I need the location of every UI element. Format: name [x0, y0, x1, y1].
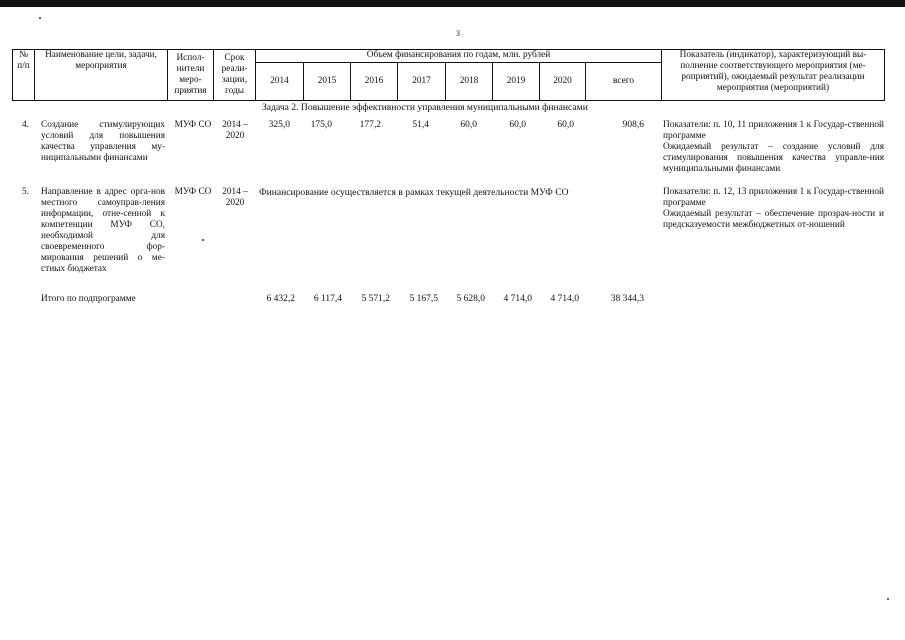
table-header: [12, 49, 885, 101]
row-name: Направление в адрес орга-нов местного самоуправ-ления информации, отне-сенной к компетенции МУФ СО, необходимой для своевременного фор-мирования решений о ме-стных бюджетах: [41, 187, 165, 274]
row-number: 4.: [22, 120, 29, 130]
row-indicator: Показатели: п. 12, 13 приложения 1 к Государ-ственной программе: [663, 187, 884, 208]
scan-speck: [39, 17, 41, 19]
header-year: 2018: [459, 76, 479, 86]
header-indicator: Показатель (индикатор), характеризующий вы-полнение соответствующего мероприятия (ме-роприятий), ожидаемый результат реализации мероприятия (мероприятий): [679, 50, 867, 93]
row-value: 325,0: [268, 120, 290, 130]
header-financing: Объем финансирования по годам, млн. рублей: [366, 50, 551, 60]
header-year: 2019: [506, 76, 526, 86]
row-financing-note: Финансирование осуществляется в рамках текущей деятельности МУФ СО: [259, 187, 569, 198]
task-title: Задача 2. Повышение эффективности управления муниципальными финансами: [262, 102, 588, 113]
total-sum: 38 344,3: [610, 294, 644, 304]
row-result: Ожидаемый результат – обеспечение прозрач-ности и предсказуемости межбюджетных от-ношений: [663, 209, 884, 230]
header-year: 2015: [317, 76, 337, 86]
header-num: № п/п: [17, 50, 30, 71]
row-value: 60,0: [460, 120, 477, 130]
header-total: всего: [613, 76, 634, 86]
total-value: 4 714,0: [550, 294, 579, 304]
row-value: 177,2: [359, 120, 381, 130]
header-term: Срок реали-зации, годы: [221, 52, 248, 96]
row-executor: МУФ СО: [174, 187, 212, 197]
header-executors: Испол-нители меро-приятия: [174, 52, 207, 96]
header-name: Наименование цели, задачи, мероприятия: [45, 50, 157, 71]
row-executor: МУФ СО: [174, 120, 212, 130]
row-value: 175,0: [310, 120, 332, 130]
row-value: 51,4: [412, 120, 429, 130]
row-term: 2014 – 2020: [222, 120, 248, 141]
row-result: Ожидаемый результат – создание условий для стимулирования повышения качества управле-ния муниципальными финансами: [663, 142, 884, 174]
header-year: 2014: [270, 76, 289, 86]
scan-top-border: [0, 0, 905, 7]
total-label: Итого по подпрограмме: [41, 294, 136, 304]
row-name: Создание стимулирующих условий для повышения качества управления му-ниципальными финансами: [41, 120, 165, 163]
total-value: 5 167,5: [409, 294, 438, 304]
header-year: 2016: [364, 76, 384, 86]
header-year: 2020: [553, 76, 572, 86]
row-total: 908,6: [622, 120, 644, 130]
row-term: 2014 – 2020: [222, 187, 248, 208]
header-year: 2017: [412, 76, 431, 86]
row-indicator: Показатели: п. 10, 11 приложения 1 к Государ-ственной программе: [663, 120, 884, 141]
total-value: 4 714,0: [503, 294, 532, 304]
row-value: 60,0: [557, 120, 574, 130]
row-number: 5.: [22, 187, 29, 197]
total-value: 5 571,2: [361, 294, 390, 304]
page-number: 3: [456, 29, 460, 38]
row-value: 60,0: [509, 120, 526, 130]
total-value: 6 432,2: [266, 294, 295, 304]
scan-speck: [202, 239, 204, 241]
total-value: 5 628,0: [456, 294, 485, 304]
total-value: 6 117,4: [313, 294, 342, 304]
scan-speck: [887, 598, 889, 600]
